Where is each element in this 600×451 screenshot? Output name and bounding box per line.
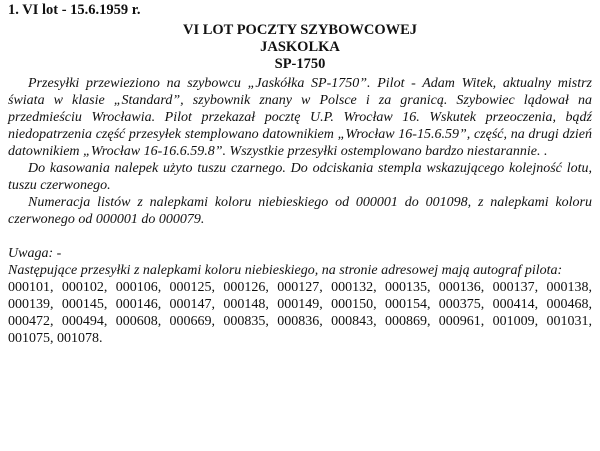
- paragraph-numbering: Numeracja listów z nalepkami koloru niebieskiego od 000001 do 001098, z nalepkami koloru czerwonego od 000001 do 000079.: [8, 195, 592, 227]
- title-block: [8, 22, 592, 73]
- paragraph-ink-info: Do kasowania nalepek użyto tuszu czarnego. Do odciskania stempla wskazującego kolejność lotu, tuszu czerwonego.: [8, 161, 592, 193]
- title-line-3: SP-1750: [274, 56, 326, 72]
- title-line-1: VI LOT POCZTY SZYBOWCOWEJ: [182, 22, 418, 38]
- note-text: Następujące przesyłki z nalepkami koloru niebieskiego, na stronie adresowej mają autograf pilota:: [8, 263, 563, 278]
- note-label: Uwaga: -: [8, 246, 62, 261]
- spacer: [8, 228, 592, 245]
- paragraph-flight-description: Przesyłki przewieziono na szybowcu „Jaskółka SP-1750”. Pilot - Adam Witek, aktualny mistrz świata w klasie „Standard”, szybownik znany w Polsce i za granicą. Szybowiec lądował na przedmieściu Wrocławia. Pilot przekazał pocztę U.P. Wrocław 16. Wskutek przeoczenia, bądź niedopatrzenia część przesyłek stemplowano datownikiem „Wrocław 16-15.6.59”, część, na drugi dzień datownikiem „Wrocław 16-16.6.59.8”. Wszystkie przesyłki ostemplowano bardzo niestarannie. .: [8, 76, 592, 159]
- autograph-code-list: 000101, 000102, 000106, 000125, 000126, 000127, 000132, 000135, 000136, 000137, 000138, 000139, 000145, 000146, 000147, 000148, 000149, 000150, 000154, 000375, 000414, 000468, 000472, 000494, 000608, 000669, 000835, 000836, 000843, 000869, 000961, 001009, 001031, 001075, 001078.: [8, 280, 592, 346]
- section-heading: 1. VI lot - 15.6.1959 r.: [8, 2, 141, 18]
- title-line-2: JASKOLKA: [260, 39, 340, 55]
